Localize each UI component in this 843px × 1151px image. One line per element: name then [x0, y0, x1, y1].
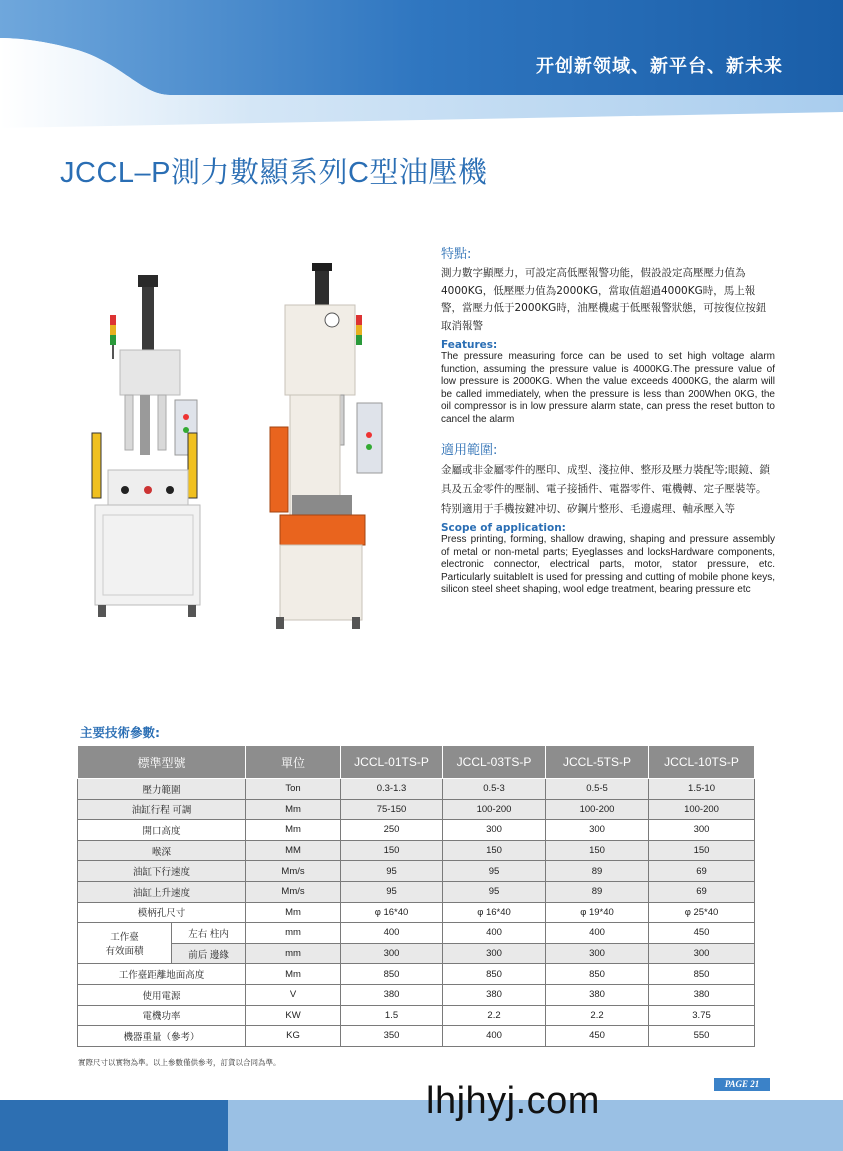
table-row [78, 779, 755, 800]
cell: Mm [246, 799, 341, 820]
table-row [78, 881, 755, 902]
spec-header-row [78, 746, 755, 779]
cell: 左右 柱内 [172, 923, 246, 944]
cell: 油缸行程 可調 [78, 799, 246, 820]
cell: Mm [246, 820, 341, 841]
cell: 380 [546, 984, 649, 1005]
page-number-badge: PAGE 21 [714, 1078, 770, 1091]
cell: φ 16*40 [341, 902, 443, 923]
machine-photo-2 [270, 263, 382, 629]
cell: 工作臺距離地面高度 [78, 964, 246, 985]
cell: 95 [341, 861, 443, 882]
cell: 喉深 [78, 840, 246, 861]
watermark-text: lhjhyj.com [426, 1080, 600, 1122]
cell: 380 [341, 984, 443, 1005]
cell: 使用電源 [78, 984, 246, 1005]
cell: 300 [546, 943, 649, 964]
cell: KW [246, 1005, 341, 1026]
cell: 壓力範圍 [78, 779, 246, 800]
header-slogan: 开创新领域、新平台、新未来 [536, 56, 783, 77]
header-unit: 單位 [246, 746, 341, 779]
table-row [78, 902, 755, 923]
cell: 300 [649, 820, 755, 841]
scope-text-zh: 金屬或非金屬零件的壓印、成型、淺拉伸、整形及壓力裝配等;眼鏡、鎖具及五金零件的壓制、電子接插件、電器零件、電機轉、定子壓裝等。特别適用于手機按鍵冲切、矽鋼片整形、毛邊處理、軸承壓入等 [441, 463, 771, 515]
cell: 400 [546, 923, 649, 944]
cell: 1.5 [341, 1005, 443, 1026]
footer-band-dark [0, 1100, 228, 1151]
features-text-en: The pressure measuring force can be used to set high voltage alarm function, assuming the pressure value is 4000KG.The pressure value of low pressure is 2000KG. When the value exceeds 4000KG, the alarm will be called immediately, when the pressure is less than 200When 0KG, the oil compressor is in low pressure alarm state, can press the reset button to cancel the alarm [441, 351, 775, 425]
cell: 300 [443, 943, 546, 964]
cell: 1.5-10 [649, 779, 755, 800]
cell: V [246, 984, 341, 1005]
cell: 300 [546, 820, 649, 841]
cell: 300 [341, 943, 443, 964]
scope-heading-en: Scope of application: [441, 522, 566, 535]
cell: 電機功率 [78, 1005, 246, 1026]
cell: 95 [443, 881, 546, 902]
table-row [78, 984, 755, 1005]
cell: 400 [341, 923, 443, 944]
table-row [78, 943, 755, 964]
cell: 300 [649, 943, 755, 964]
cell: mm [246, 943, 341, 964]
cell: 380 [649, 984, 755, 1005]
header-model-03: JCCL-03TS-P [443, 746, 546, 779]
cell: 95 [443, 861, 546, 882]
cell: Mm [246, 902, 341, 923]
spec-table [77, 745, 755, 1047]
cell: 150 [649, 840, 755, 861]
cell: 100-200 [649, 799, 755, 820]
table-row [78, 799, 755, 820]
cell: φ 16*40 [443, 902, 546, 923]
description-panel [441, 243, 775, 597]
cell: 450 [649, 923, 755, 944]
table-footnote: 實際尺寸以實物為準。以上參數僅供參考，訂貨以合同為準。 [78, 1058, 281, 1067]
cell: mm [246, 923, 341, 944]
cell: φ 25*40 [649, 902, 755, 923]
cell: KG [246, 1026, 341, 1047]
cell: 2.2 [546, 1005, 649, 1026]
cell: Mm [246, 964, 341, 985]
cell: 450 [546, 1026, 649, 1047]
cell: 100-200 [443, 799, 546, 820]
cell: MM [246, 840, 341, 861]
features-heading-en: Features: [441, 339, 498, 351]
header-model-10: JCCL-10TS-P [649, 746, 755, 779]
table-row [78, 964, 755, 985]
cell: 89 [546, 861, 649, 882]
cell: 300 [443, 820, 546, 841]
cell: 2.2 [443, 1005, 546, 1026]
cell: 850 [443, 964, 546, 985]
header-model-01: JCCL-01TS-P [341, 746, 443, 779]
scope-heading-zh: 適用範圍: [441, 442, 498, 458]
group-label-cell [78, 923, 172, 964]
cell: Mm/s [246, 861, 341, 882]
cell: 0.5-5 [546, 779, 649, 800]
cell: 400 [443, 1026, 546, 1047]
cell: 油缸下行速度 [78, 861, 246, 882]
cell: 380 [443, 984, 546, 1005]
params-title: 主要技術參數: [80, 725, 160, 740]
cell: 550 [649, 1026, 755, 1047]
cell: 400 [443, 923, 546, 944]
table-row [78, 861, 755, 882]
header-model: 標準型號 [78, 746, 246, 779]
group-label-line-1: 工作臺 [110, 932, 139, 944]
cell: Mm/s [246, 881, 341, 902]
cell: 250 [341, 820, 443, 841]
footer-band [0, 1100, 843, 1151]
cell: 150 [546, 840, 649, 861]
cell: φ 19*40 [546, 902, 649, 923]
cell: 95 [341, 881, 443, 902]
cell: 0.5-3 [443, 779, 546, 800]
page-title: JCCL–P測力數顯系列C型油壓機 [60, 157, 488, 189]
cell: 850 [546, 964, 649, 985]
cell: 模柄孔尺寸 [78, 902, 246, 923]
cell: 機器重量（參考） [78, 1026, 246, 1047]
cell: 150 [443, 840, 546, 861]
product-photos [70, 245, 400, 645]
cell: 850 [341, 964, 443, 985]
cell: 69 [649, 861, 755, 882]
cell: 開口高度 [78, 820, 246, 841]
cell: 前后 邊緣 [172, 943, 246, 964]
cell: 350 [341, 1026, 443, 1047]
table-row [78, 820, 755, 841]
cell: 100-200 [546, 799, 649, 820]
table-row [78, 923, 755, 944]
cell: 69 [649, 881, 755, 902]
cell: Ton [246, 779, 341, 800]
group-label-line-2: 有效面積 [105, 946, 144, 958]
table-row [78, 840, 755, 861]
machine-photo-1 [92, 275, 200, 617]
cell: 850 [649, 964, 755, 985]
features-text-zh: 測力數字顯壓力，可設定高低壓報警功能，假設設定高壓壓力值為4000KG，低壓壓力值為2000KG，當取值超過4000KG時，馬上報警，當壓力低于2000KG時，油壓機處于低壓報警狀態，可按復位按鈕取消報警 [441, 267, 767, 332]
scope-text-en: Press printing, forming, shallow drawing, shaping and pressure assembly of metal or non-metal parts; Eyeglasses and locksHardware components, electronic connector, electrical parts, motor, stator pressure, etc. Particularly suitableIt is used for pressing and cutting of mobile phone keys, silicon steel sheet shaping, wool edge treatment, bearing pressure etc [441, 534, 775, 596]
header-model-5: JCCL-5TS-P [546, 746, 649, 779]
cell: 3.75 [649, 1005, 755, 1026]
cell: 75-150 [341, 799, 443, 820]
table-row [78, 1005, 755, 1026]
cell: 89 [546, 881, 649, 902]
cell: 150 [341, 840, 443, 861]
table-row [78, 1026, 755, 1047]
features-heading-zh: 特點: [441, 247, 472, 262]
cell: 0.3-1.3 [341, 779, 443, 800]
cell: 油缸上升速度 [78, 881, 246, 902]
